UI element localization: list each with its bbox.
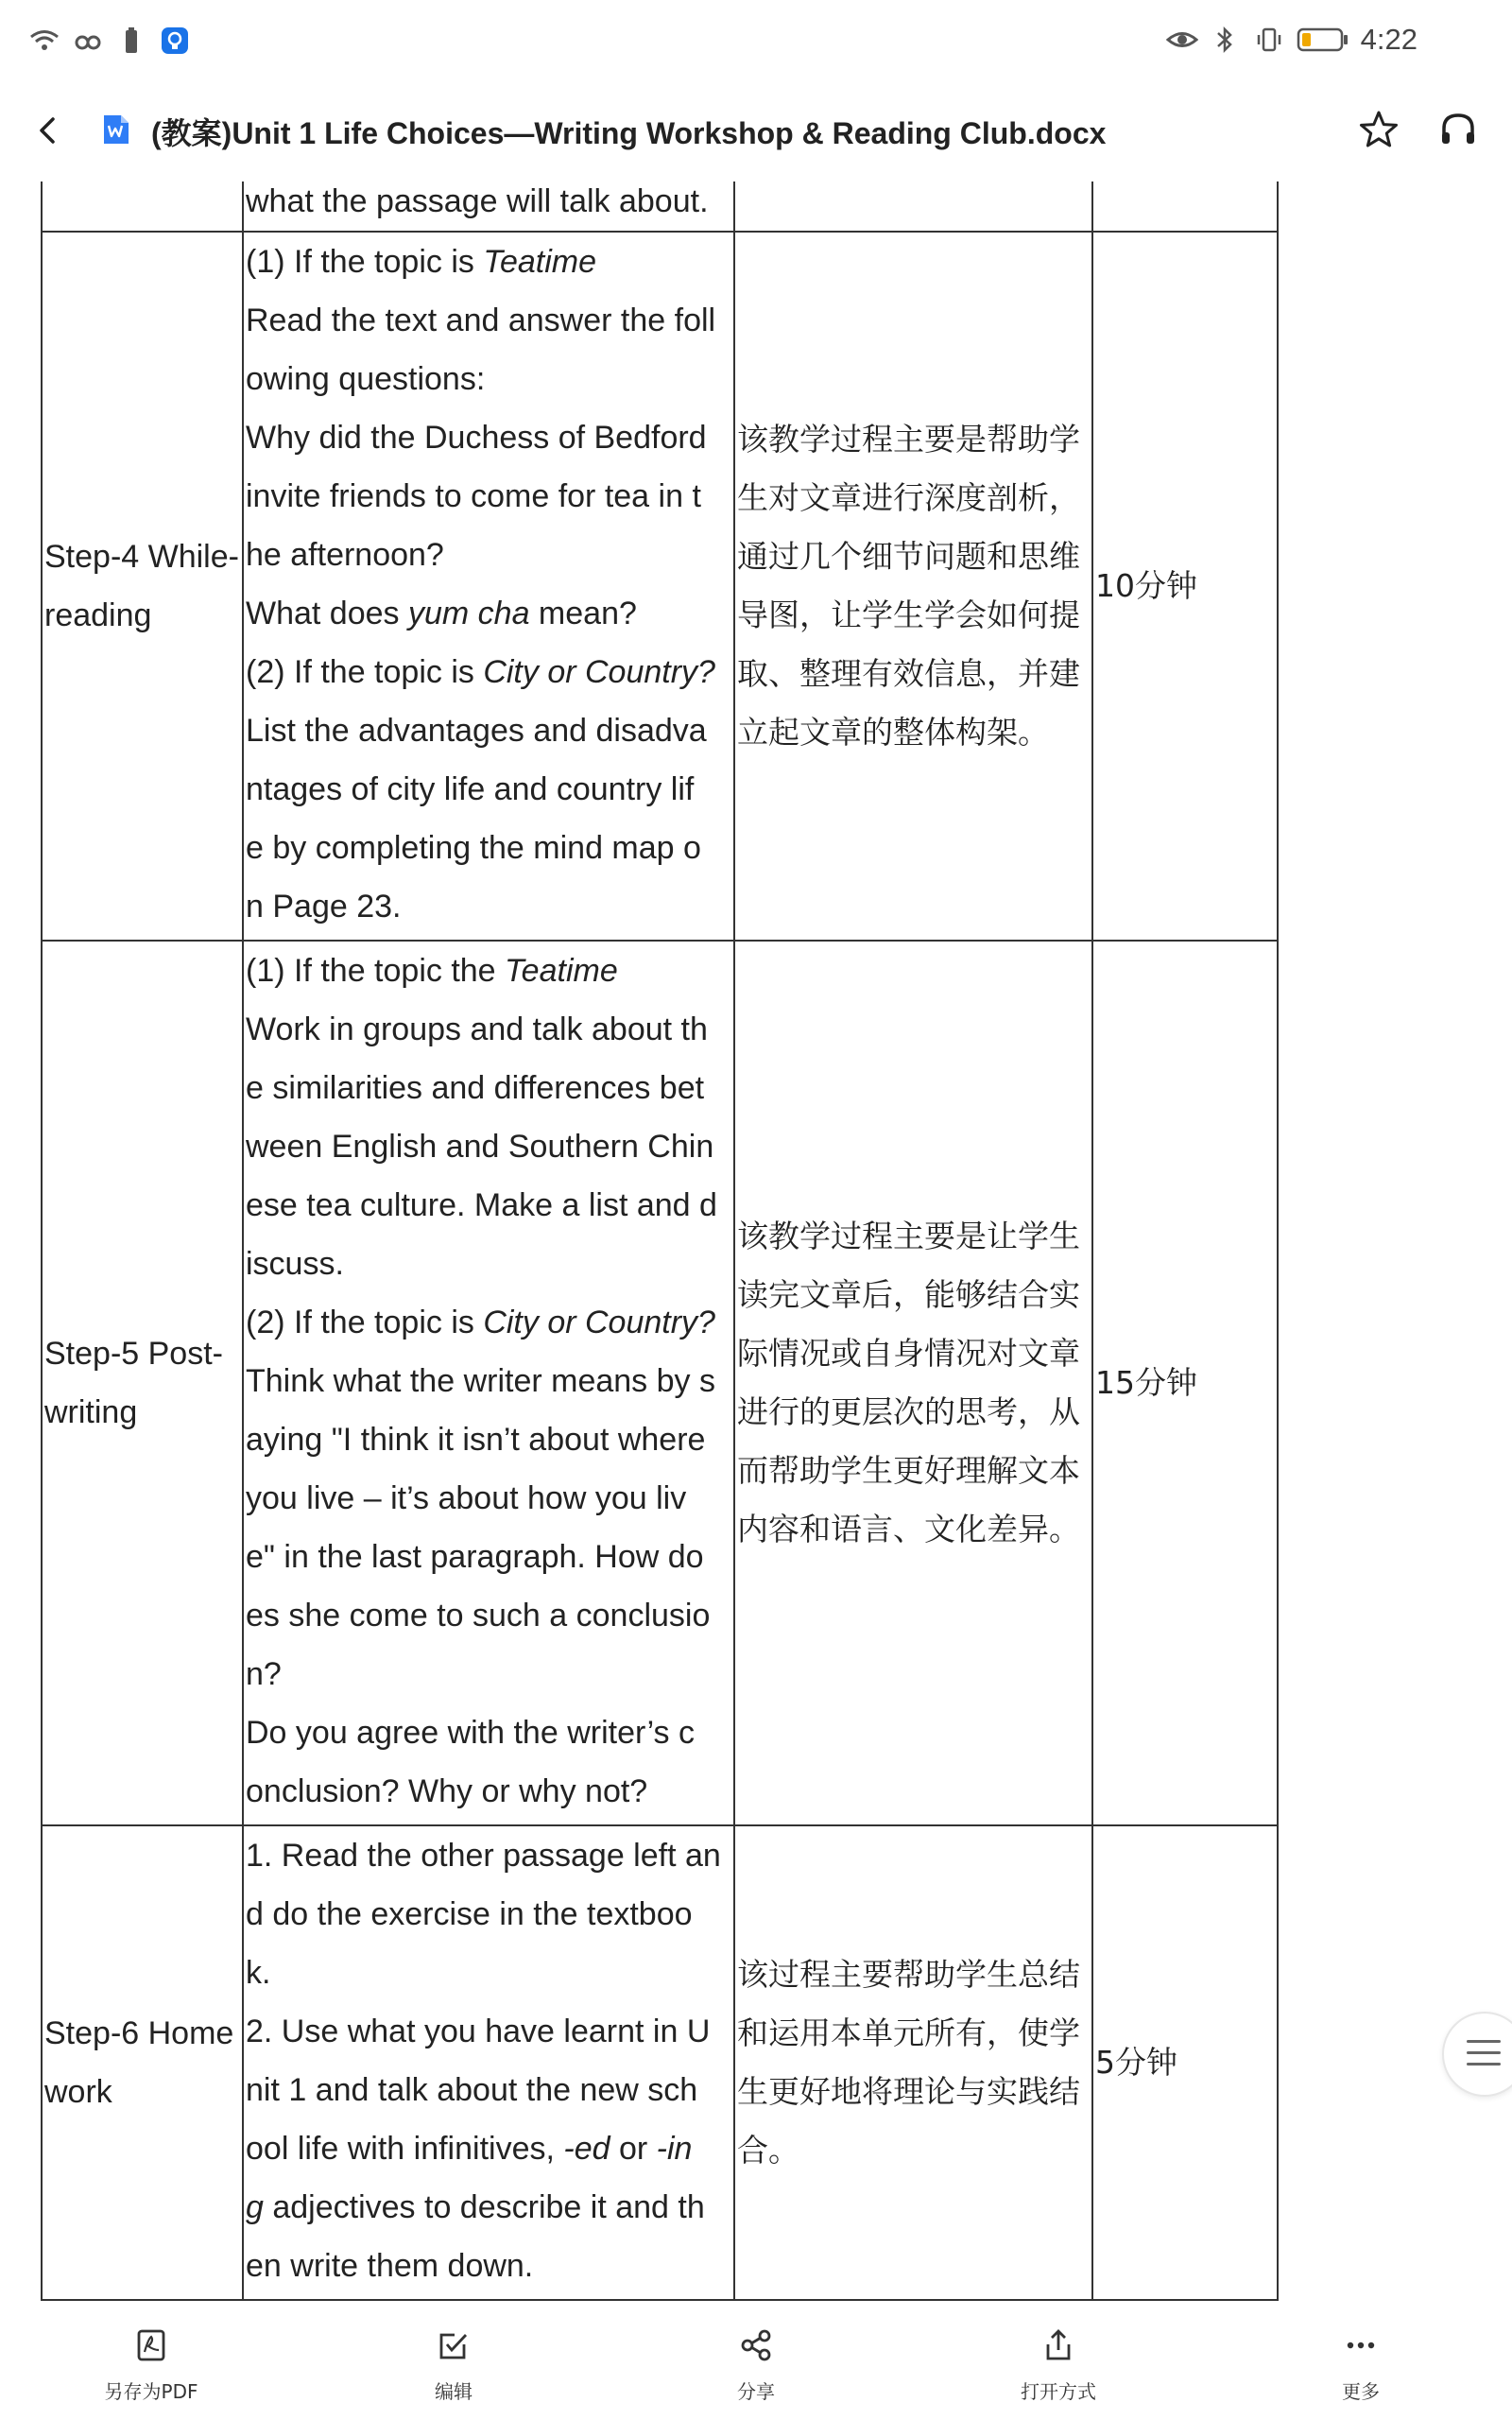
purpose-cell: 该教学过程主要是帮助学生对文章进行深度剖析，通过几个细节问题和思维导图，让学生学会如何提取、整理有效信息，并建立起文章的整体构架。 [734, 232, 1092, 941]
text-run: e" in the last paragraph. How do [246, 1539, 704, 1575]
content-line [246, 701, 731, 760]
text-run: owing questions: [246, 361, 486, 397]
text-run: (1) If the topic the [246, 953, 506, 989]
save-as-pdf-button[interactable] [57, 2327, 246, 2404]
content-line [246, 760, 731, 819]
content-line [246, 1586, 731, 1645]
text-run: ntages of city life and country lif [246, 771, 695, 807]
text-run: nit 1 and talk about the new sch [246, 2072, 698, 2108]
eye-comfort-icon [1166, 24, 1198, 56]
back-button[interactable] [28, 110, 70, 151]
content-line [246, 1235, 731, 1293]
title-bar [0, 95, 1512, 170]
menu-icon [1467, 2040, 1501, 2074]
document-viewport[interactable] [0, 182, 1512, 2307]
content-line [246, 1885, 731, 1944]
pdf-icon [133, 2327, 169, 2363]
purpose-cell [734, 182, 1092, 232]
vibrate-icon [1253, 24, 1285, 56]
content-line [246, 526, 731, 584]
bottom-toolbar [0, 2307, 1512, 2420]
text-run: Think what the writer means by s [246, 1363, 715, 1399]
italic-text: City or Country? [483, 1305, 715, 1340]
italic-text: City or Country? [483, 654, 715, 690]
status-right-icons [1166, 23, 1418, 57]
text-run: Work in groups and talk about th [246, 1011, 708, 1047]
text-run: 1. Read the other passage left an [246, 1838, 721, 1874]
step-cell: Step-6 Homework [42, 1825, 243, 2300]
content-line [246, 2119, 731, 2178]
status-bar [0, 0, 1512, 85]
text-run: aying "I think it isn’t about where [246, 1422, 706, 1458]
open-with-icon [1040, 2327, 1076, 2363]
step-cell: Step-5 Post-writing [42, 941, 243, 1825]
bluetooth-icon [1210, 24, 1242, 56]
text-run: or [610, 2131, 657, 2167]
text-run: you live – it’s about how you liv [246, 1480, 687, 1516]
text-run: n? [246, 1656, 282, 1692]
text-run: mean? [529, 596, 637, 631]
time-cell: 10分钟 [1092, 232, 1278, 941]
content-line [246, 1528, 731, 1586]
content-line [246, 2061, 731, 2119]
step-cell: Step-4 While-reading [42, 232, 243, 941]
content-line [246, 877, 731, 936]
content-cell [243, 1825, 734, 2300]
italic-text: -ed [563, 2131, 610, 2167]
content-line [246, 643, 731, 701]
edit-icon [436, 2327, 472, 2363]
content-line [246, 1703, 731, 1762]
text-run: en write them down. [246, 2248, 534, 2284]
content-cell [243, 232, 734, 941]
wifi-icon [28, 25, 60, 57]
open-with-label: 打开方式 [1021, 2380, 1096, 2403]
content-line [246, 819, 731, 877]
battery-icon [1297, 24, 1349, 56]
italic-text: g [246, 2189, 264, 2225]
text-run: n Page 23. [246, 889, 402, 925]
edit-label: 编辑 [435, 2380, 472, 2403]
text-run: he afternoon? [246, 537, 444, 573]
favorite-star-button[interactable] [1357, 108, 1400, 151]
text-run: ool life with infinitives, [246, 2131, 564, 2167]
content-line [246, 1293, 731, 1352]
content-line: what the passage will talk about. [246, 183, 709, 219]
italic-text: Teatime [483, 244, 597, 280]
content-line [246, 1762, 731, 1821]
text-run: (2) If the topic is [246, 654, 484, 690]
share-label: 分享 [737, 2380, 775, 2403]
content-line [246, 1826, 731, 1885]
content-line [246, 1059, 731, 1117]
link-icon [72, 25, 104, 57]
text-run: (2) If the topic is [246, 1305, 484, 1340]
document-title: (教案)Unit 1 Life Choices—Writing Workshop & Reading Club.docx [151, 116, 1107, 150]
content-cell [243, 941, 734, 1825]
purpose-cell: 该教学过程主要是让学生读完文章后，能够结合实际情况或自身情况对文章进行的更层次的思考，从而帮助学生更好理解文本内容和语言、文化差异。 [734, 941, 1092, 1825]
text-run: onclusion? Why or why not? [246, 1773, 648, 1809]
content-line [246, 1352, 731, 1410]
more-label: 更多 [1342, 2380, 1380, 2403]
text-run: iscuss. [246, 1246, 344, 1282]
text-run: e by completing the mind map o [246, 830, 701, 866]
share-icon [738, 2327, 774, 2363]
content-line [246, 1000, 731, 1059]
text-run: (1) If the topic is [246, 244, 484, 280]
content-line [246, 2178, 731, 2237]
text-run: Read the text and answer the foll [246, 302, 716, 338]
content-line [246, 584, 731, 643]
text-run: Why did the Duchess of Bedford [246, 420, 707, 456]
more-button[interactable] [1266, 2327, 1455, 2404]
more-icon [1343, 2327, 1379, 2363]
status-left-icons [28, 25, 191, 57]
text-run: invite friends to come for tea in t [246, 478, 701, 514]
time-cell [1092, 182, 1278, 232]
text-run: 2. Use what you have learnt in U [246, 2014, 711, 2049]
content-line [246, 1410, 731, 1469]
word-document-icon [102, 113, 130, 146]
content-line [246, 1944, 731, 2002]
content-line [246, 2002, 731, 2061]
italic-text: yum cha [407, 596, 530, 631]
text-run: ween English and Southern Chin [246, 1129, 714, 1165]
content-line [246, 2237, 731, 2295]
share-button[interactable] [662, 2327, 850, 2404]
content-line [246, 350, 731, 408]
content-line [246, 1645, 731, 1703]
time-cell: 15分钟 [1092, 941, 1278, 1825]
content-line [246, 233, 731, 291]
step-cell [42, 182, 243, 232]
table-row [42, 232, 1278, 941]
content-line [246, 1117, 731, 1176]
italic-text: -in [656, 2131, 693, 2167]
table-row [42, 941, 1278, 1825]
content-cell [243, 182, 734, 232]
time-cell: 5分钟 [1092, 1825, 1278, 2300]
content-line [246, 1469, 731, 1528]
content-line [246, 291, 731, 350]
text-run: adjectives to describe it and th [263, 2189, 705, 2225]
content-line [246, 1176, 731, 1235]
purpose-cell: 该过程主要帮助学生总结和运用本单元所有，使学生更好地将理论与实践结合。 [734, 1825, 1092, 2300]
save-as-pdf-label: 另存为PDF [104, 2380, 198, 2403]
text-run: List the advantages and disadva [246, 713, 707, 749]
content-line [246, 942, 731, 1000]
italic-text: Teatime [505, 953, 618, 989]
content-line [246, 408, 731, 467]
text-run: Do you agree with the writer’s c [246, 1715, 695, 1751]
lesson-plan-table [41, 182, 1279, 2301]
table-row [42, 1825, 1278, 2300]
text-run: es she come to such a conclusio [246, 1598, 711, 1634]
text-run: ese tea culture. Make a list and d [246, 1187, 717, 1223]
listen-headphones-button[interactable] [1436, 108, 1480, 151]
app-notification-icon [159, 25, 191, 57]
edit-button[interactable] [359, 2327, 548, 2404]
status-time: 4:22 [1360, 23, 1418, 56]
text-run: e similarities and differences bet [246, 1070, 705, 1106]
table-row-partial [42, 182, 1278, 232]
text-run: k. [246, 1955, 271, 1991]
content-line [246, 467, 731, 526]
text-run: d do the exercise in the textboo [246, 1896, 693, 1932]
text-run: What does [246, 596, 408, 631]
open-with-button[interactable] [964, 2327, 1153, 2404]
battery-saver-icon [115, 25, 147, 57]
